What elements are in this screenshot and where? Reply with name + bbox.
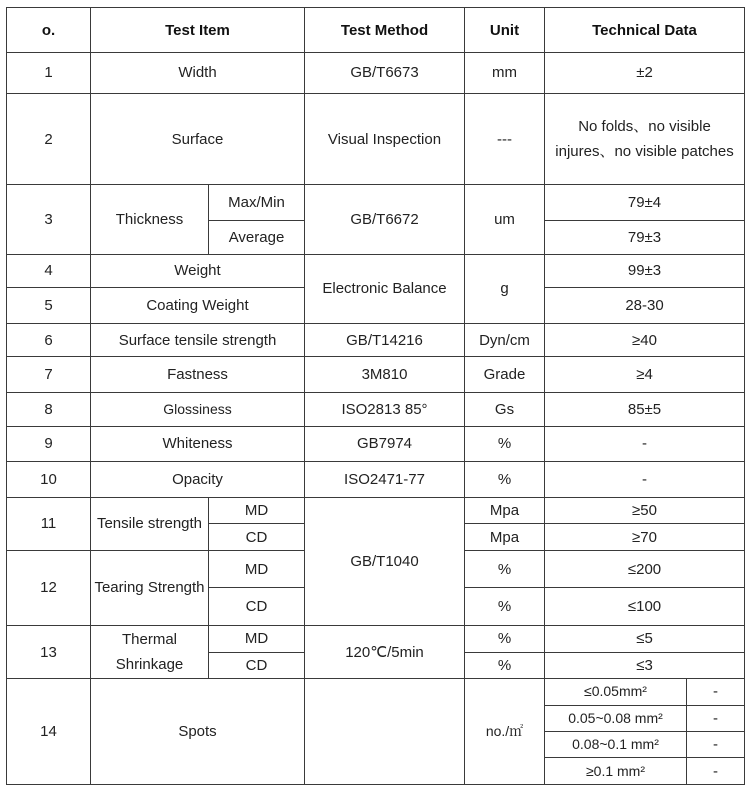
sub-item: Average — [209, 220, 305, 254]
direction-cd: CD — [209, 524, 305, 550]
test-item: Weight — [91, 254, 305, 288]
spot-size: 0.05~0.08 mm² — [545, 705, 687, 731]
direction-md: MD — [209, 550, 305, 588]
test-item: Surface tensile strength — [91, 323, 305, 357]
test-method: Electronic Balance — [305, 254, 465, 323]
test-method — [305, 679, 465, 785]
test-method: GB/T6673 — [305, 53, 465, 94]
technical-data: - — [545, 426, 745, 462]
test-method: ISO2471-77 — [305, 462, 465, 498]
row-number: 10 — [7, 462, 91, 498]
row-number: 13 — [7, 626, 91, 679]
table-row — [7, 357, 745, 393]
table-row — [7, 462, 745, 498]
test-method: 3M810 — [305, 357, 465, 393]
spot-size: ≥0.1 mm² — [545, 758, 687, 785]
col-header-unit: Unit — [465, 8, 545, 53]
test-item: Spots — [91, 679, 305, 785]
unit: um — [465, 185, 545, 254]
unit: mm — [465, 53, 545, 94]
test-item: Thickness — [91, 185, 209, 254]
row-number: 12 — [7, 550, 91, 625]
technical-data: 28-30 — [545, 288, 745, 324]
unit: g — [465, 254, 545, 323]
test-item: Width — [91, 53, 305, 94]
unit: --- — [465, 93, 545, 185]
technical-data: ≥70 — [545, 524, 745, 550]
table-row — [7, 679, 745, 705]
test-method: GB/T14216 — [305, 323, 465, 357]
technical-data: ≤100 — [545, 588, 745, 626]
test-item: Thermal Shrinkage — [91, 626, 209, 679]
technical-data: ≤3 — [545, 652, 745, 678]
col-header-no: o. — [7, 8, 91, 53]
test-item: Opacity — [91, 462, 305, 498]
row-number: 11 — [7, 497, 91, 550]
test-item: Coating Weight — [91, 288, 305, 324]
table-row — [7, 93, 745, 185]
direction-md: MD — [209, 626, 305, 652]
spot-value: - — [687, 705, 745, 731]
row-number: 8 — [7, 393, 91, 427]
technical-data: 79±3 — [545, 220, 745, 254]
direction-cd: CD — [209, 588, 305, 626]
row-number: 9 — [7, 426, 91, 462]
sub-item: Max/Min — [209, 185, 305, 221]
table-row — [7, 393, 745, 427]
technical-data: ≥50 — [545, 497, 745, 523]
spec-table — [6, 7, 745, 785]
unit: Mpa — [465, 524, 545, 550]
test-method: ISO2813 85° — [305, 393, 465, 427]
technical-data: ≥40 — [545, 323, 745, 357]
table-row — [7, 497, 745, 523]
spot-size: ≤0.05mm² — [545, 679, 687, 705]
unit: % — [465, 462, 545, 498]
test-method: GB/T1040 — [305, 497, 465, 625]
unit: Dyn/cm — [465, 323, 545, 357]
spot-value: - — [687, 758, 745, 785]
header-row — [7, 8, 745, 53]
table-row — [7, 323, 745, 357]
row-number: 2 — [7, 93, 91, 185]
test-method: GB/T6672 — [305, 185, 465, 254]
test-item: Surface — [91, 93, 305, 185]
unit: % — [465, 550, 545, 588]
row-number: 4 — [7, 254, 91, 288]
technical-data: ±2 — [545, 53, 745, 94]
technical-data: 79±4 — [545, 185, 745, 221]
direction-md: MD — [209, 497, 305, 523]
test-method: GB7974 — [305, 426, 465, 462]
technical-data: No folds、no visible injures、no visible patches — [545, 93, 745, 185]
row-number: 1 — [7, 53, 91, 94]
technical-data: ≤200 — [545, 550, 745, 588]
col-header-test-method: Test Method — [305, 8, 465, 53]
row-number: 7 — [7, 357, 91, 393]
row-number: 3 — [7, 185, 91, 254]
table-row — [7, 254, 745, 288]
table-row — [7, 53, 745, 94]
technical-data: 99±3 — [545, 254, 745, 288]
unit: no./㎡ — [465, 679, 545, 785]
spot-value: - — [687, 679, 745, 705]
technical-data: ≥4 — [545, 357, 745, 393]
unit: Gs — [465, 393, 545, 427]
row-number: 5 — [7, 288, 91, 324]
unit: % — [465, 588, 545, 626]
technical-data: 85±5 — [545, 393, 745, 427]
col-header-technical-data: Technical Data — [545, 8, 745, 53]
test-item: Fastness — [91, 357, 305, 393]
spot-size: 0.08~0.1 mm² — [545, 731, 687, 757]
test-method: Visual Inspection — [305, 93, 465, 185]
technical-data: ≤5 — [545, 626, 745, 652]
row-number: 14 — [7, 679, 91, 785]
spot-value: - — [687, 731, 745, 757]
table-row — [7, 626, 745, 652]
unit: % — [465, 626, 545, 652]
test-item: Tensile strength — [91, 497, 209, 550]
table-row — [7, 426, 745, 462]
unit: Mpa — [465, 497, 545, 523]
test-item: Tearing Strength — [91, 550, 209, 625]
technical-data: - — [545, 462, 745, 498]
table-row — [7, 185, 745, 221]
test-item: Whiteness — [91, 426, 305, 462]
test-method: 120℃/5min — [305, 626, 465, 679]
test-item: Glossiness — [91, 393, 305, 427]
direction-cd: CD — [209, 652, 305, 678]
unit: % — [465, 426, 545, 462]
unit: Grade — [465, 357, 545, 393]
row-number: 6 — [7, 323, 91, 357]
unit: % — [465, 652, 545, 678]
col-header-test-item: Test Item — [91, 8, 305, 53]
